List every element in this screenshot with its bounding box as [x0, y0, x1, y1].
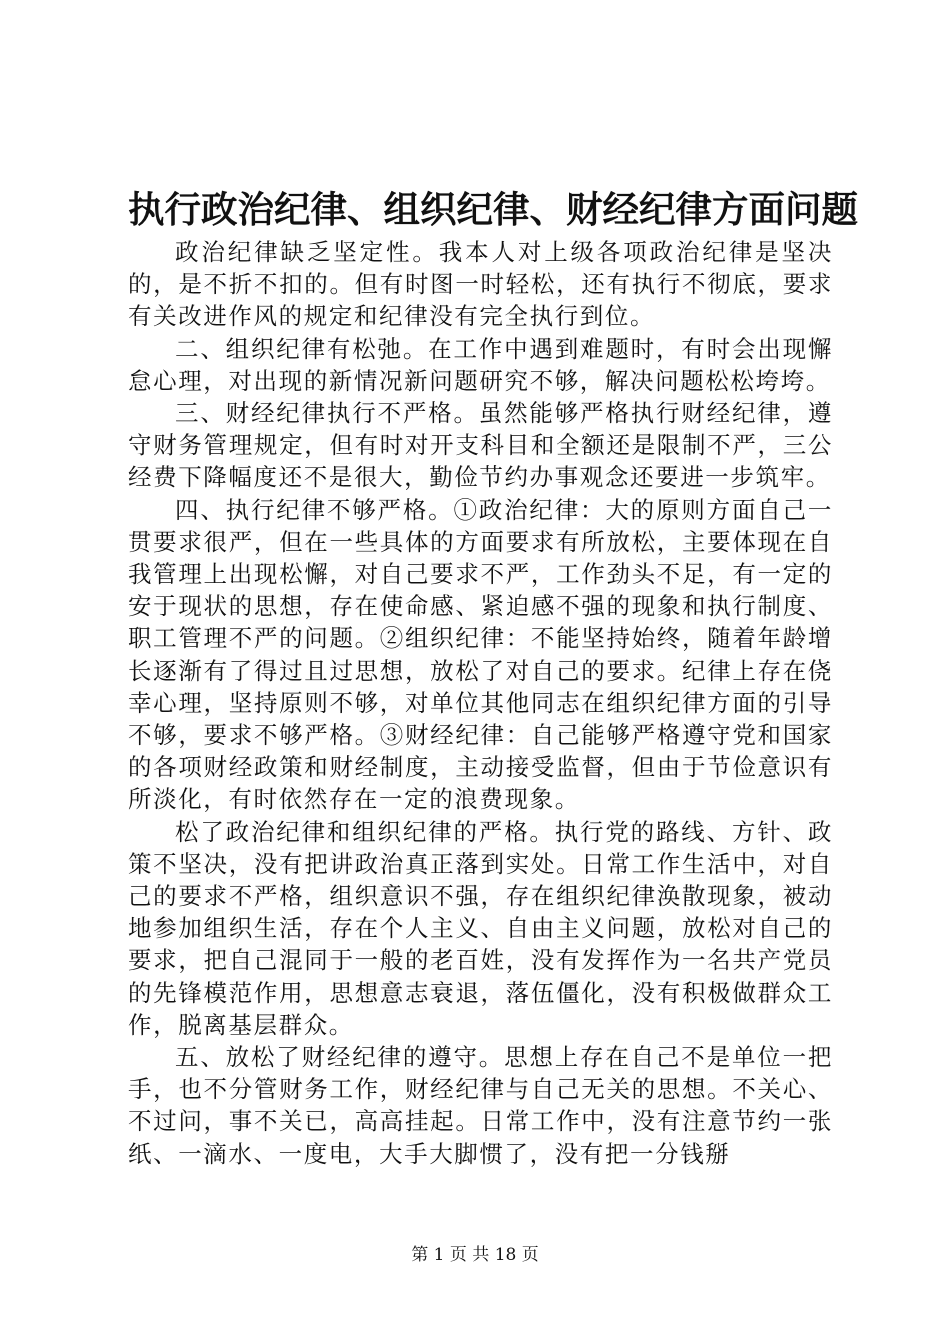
document-body	[128, 236, 833, 1170]
document-title: 执行政治纪律、组织纪律、财经纪律方面问题	[128, 188, 858, 231]
paragraph-financial-relaxed: 五、放松了财经纪律的遵守。思想上存在自己不是单位一把手，也不分管财务工作，财经纪律与自己无关的思想。不关心、不过问，事不关已，高高挂起。日常工作中，没有注意节约一张纸、一滴水、一度电，大手大脚惯了，没有把一分钱掰	[128, 1043, 833, 1168]
paragraph-discipline-not-strict: 四、执行纪律不够严格。①政治纪律：大的原则方面自己一贯要求很严，但在一些具体的方面要求有所放松，主要体现在自我管理上出现松懈，对自己要求不严，工作劲头不足，有一定的安于现状的思想，存在使命感、紧迫感不强的现象和执行制度、职工管理不严的问题。②组织纪律：不能坚持始终，随着年龄增长逐渐有了得过且过思想，放松了对自己的要求。纪律上存在侥幸心理，坚持原则不够，对单位其他同志在组织纪律方面的引导不够，要求不够严格。③财经纪律：自己能够严格遵守党和国家的各项财经政策和财经制度，主动接受监督，但由于节俭意识有所淡化，有时依然存在一定的浪费现象。	[128, 495, 833, 814]
paragraph-organizational-discipline: 二、组织纪律有松弛。在工作中遇到难题时，有时会出现懈怠心理，对出现的新情况新问题研究不够，解决问题松松垮垮。	[128, 334, 833, 395]
page-number-footer: 第 1 页 共 18 页	[411, 1245, 539, 1265]
paragraph-relaxed-discipline: 松了政治纪律和组织纪律的严格。执行党的路线、方针、政策不坚决，没有把讲政治真正落到实处。日常工作生活中，对自己的要求不严格，组织意识不强，存在组织纪律涣散现象，被动地参加组织生活，存在个人主义、自由主义问题，放松对自己的要求，把自己混同于一般的老百姓，没有发挥作为一名共产党员的先锋模范作用，思想意志衰退，落伍僵化，没有积极做群众工作，脱离基层群众。	[128, 817, 833, 1039]
paragraph-political-discipline: 政治纪律缺乏坚定性。我本人对上级各项政治纪律是坚决的，是不折不扣的。但有时图一时轻松，还有执行不彻底，要求有关改进作风的规定和纪律没有完全执行到位。	[128, 238, 833, 331]
paragraph-financial-discipline: 三、财经纪律执行不严格。虽然能够严格执行财经纪律，遵守财务管理规定，但有时对开支科目和全额还是限制不严，三公经费下降幅度还不是很大，勤俭节约办事观念还要进一步筑牢。	[128, 399, 833, 492]
